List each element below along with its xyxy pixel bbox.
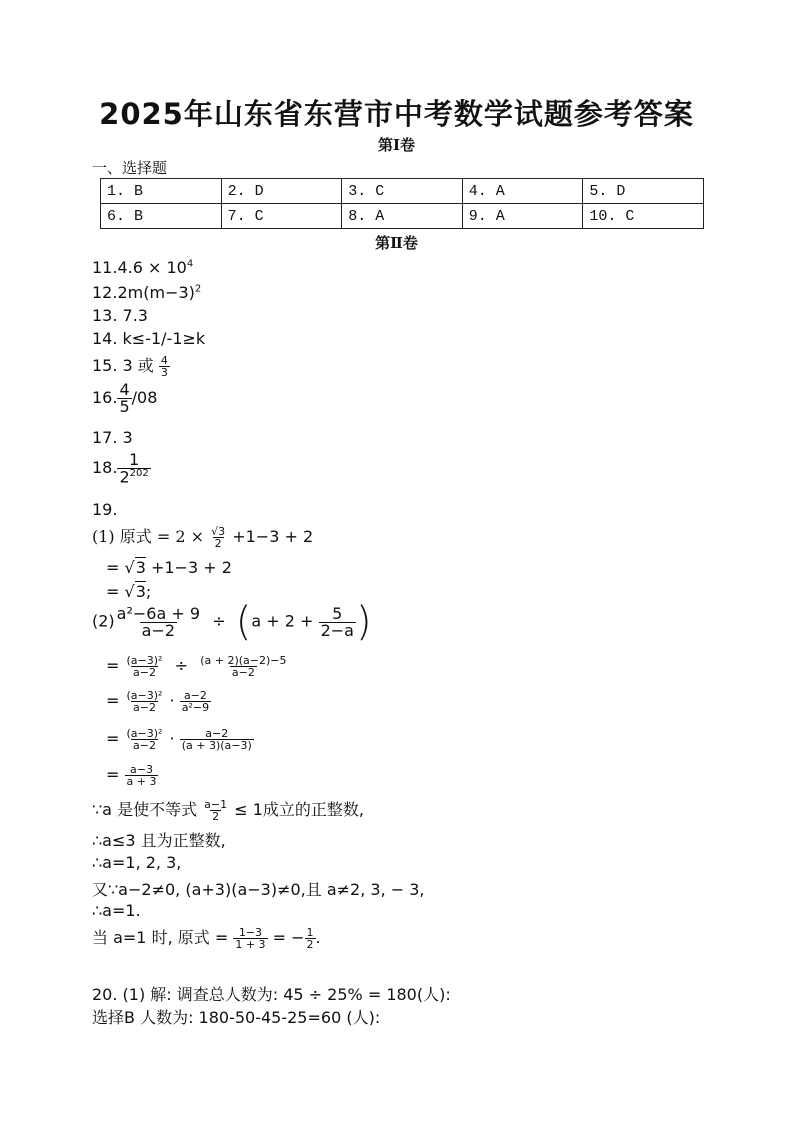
volume-1-heading: 第Ⅰ卷: [377, 136, 416, 154]
fraction: $\frac{\text{(a−3)²}}{a-2}$: [126, 654, 163, 679]
answer-15: 15. 3 或 $\frac{4}{3}$: [92, 354, 168, 379]
p2-expression: (2) $\frac{\text{a²−6a + 9}}{a-2}$ ÷ (a + 2 + $\frac{5}{2-a}$ ): [92, 599, 372, 645]
fraction: $\frac{a-2}{(a + 3)(a-3)}$: [181, 727, 252, 752]
section-choice-heading: 一、选择题: [92, 159, 168, 177]
fraction: $\frac{√3}{2}$: [211, 525, 226, 550]
answer-cell: 10. C: [583, 204, 704, 229]
answer-11: $11.4.6 \times 10^4$: [92, 258, 194, 277]
p2-step-4: = $\frac{a-3}{a + 3}$: [106, 763, 157, 788]
answer-cell: 7. C: [221, 204, 342, 229]
fraction: $\frac{4}{5}$: [119, 380, 130, 416]
table-row: [101, 204, 704, 229]
answer-17: 17. 3: [92, 428, 133, 447]
answer-16: 16. $\frac{4}{5}$ /08: [92, 380, 158, 416]
answer-cell: 2. D: [221, 179, 342, 204]
answer-cell: 5. D: [583, 179, 704, 204]
fraction: $\frac{a-3}{a + 3}$: [126, 763, 157, 788]
p1-line-2: = √3 +1−3 + 2: [106, 558, 232, 577]
answer-14: 14. k≤-1/-1≥k: [92, 329, 206, 348]
table-row: [101, 179, 704, 204]
answer-cell: 4. A: [462, 179, 583, 204]
fraction: $\frac{\text{(a−3)²}}{a-2}$: [126, 727, 163, 752]
answer-18: 18. $\frac{1}{2^{202}}$: [92, 450, 149, 487]
fraction: $\frac{1}{2}$: [306, 926, 314, 951]
fraction: $\frac{5}{2-a}$: [320, 603, 354, 640]
p2-condition: 又∵a−2≠0, (a+3)(a−3)≠0,且 a≠2, 3, − 3,: [92, 880, 425, 899]
answer-12: $12.2m(m-3)^2$: [92, 283, 202, 302]
fraction: $\frac{a-2}{\text{a²−9}}$: [181, 689, 210, 714]
fraction: $\frac{1}{2^{202}}$: [119, 450, 149, 487]
p2-step-3: = $\frac{\text{(a−3)²}}{a-2}$ · $\frac{a-2}{(a + 3)(a-3)}$: [106, 727, 252, 752]
fraction: $\frac{\text{(a−3)²}}{a-2}$: [126, 689, 163, 714]
p2-because: ∵a 是使不等式 $\frac{a-1}{2}$ ≤ 1成立的正整数,: [92, 798, 364, 823]
answer-19: 19.: [92, 500, 118, 519]
p2-step-1: = $\frac{\text{(a−3)²}}{a-2}$ ÷ $\frac{(a + 2)(a-2)-5}{a-2}$: [106, 654, 287, 679]
answer-20-line-1: 20. (1) 解: 调查总人数为: 45 ÷ 25% = 180(人):: [92, 985, 451, 1004]
choice-answer-table: [100, 178, 704, 229]
p1-line-1: (1) 原式 = 2 × $\frac{√3}{2}$ +1−3 + 2: [92, 525, 314, 550]
fraction: $\frac{(a + 2)(a-2)-5}{a-2}$: [200, 654, 287, 679]
answer-20-line-2: 选择B 人数为: 180-50-45-25=60 (人):: [92, 1008, 381, 1027]
fraction: $\frac{1-3}{1 + 3}$: [235, 926, 266, 951]
answer-cell: 9. A: [462, 204, 583, 229]
p2-therefore-3: ∴a=1.: [92, 901, 141, 920]
p2-therefore-2: ∴a=1, 2, 3,: [92, 853, 182, 872]
p2-therefore-1: ∴a≤3 且为正整数,: [92, 831, 226, 850]
p2-step-2: = $\frac{\text{(a−3)²}}{a-2}$ · $\frac{a-2}{\text{a²−9}}$: [106, 689, 210, 714]
answer-cell: 3. C: [342, 179, 463, 204]
answer-13: 13. 7.3: [92, 306, 148, 325]
p1-line-3: = √3;: [106, 582, 152, 601]
fraction: $\frac{\text{a²−6a + 9}}{a-2}$: [116, 603, 201, 640]
p2-final: 当 a=1 时, 原式 = $\frac{1-3}{1 + 3}$ = − $\frac{1}{2}$ .: [92, 926, 321, 951]
volume-2-heading: 第Ⅱ卷: [375, 234, 418, 252]
answer-cell: 8. A: [342, 204, 463, 229]
fraction: $\frac{4}{3}$: [160, 354, 168, 379]
answer-cell: 6. B: [101, 204, 222, 229]
page-title: 2025年山东省东营市中考数学试题参考答案: [99, 97, 694, 131]
answer-cell: 1. B: [101, 179, 222, 204]
fraction: $\frac{a-1}{2}$: [204, 798, 228, 823]
